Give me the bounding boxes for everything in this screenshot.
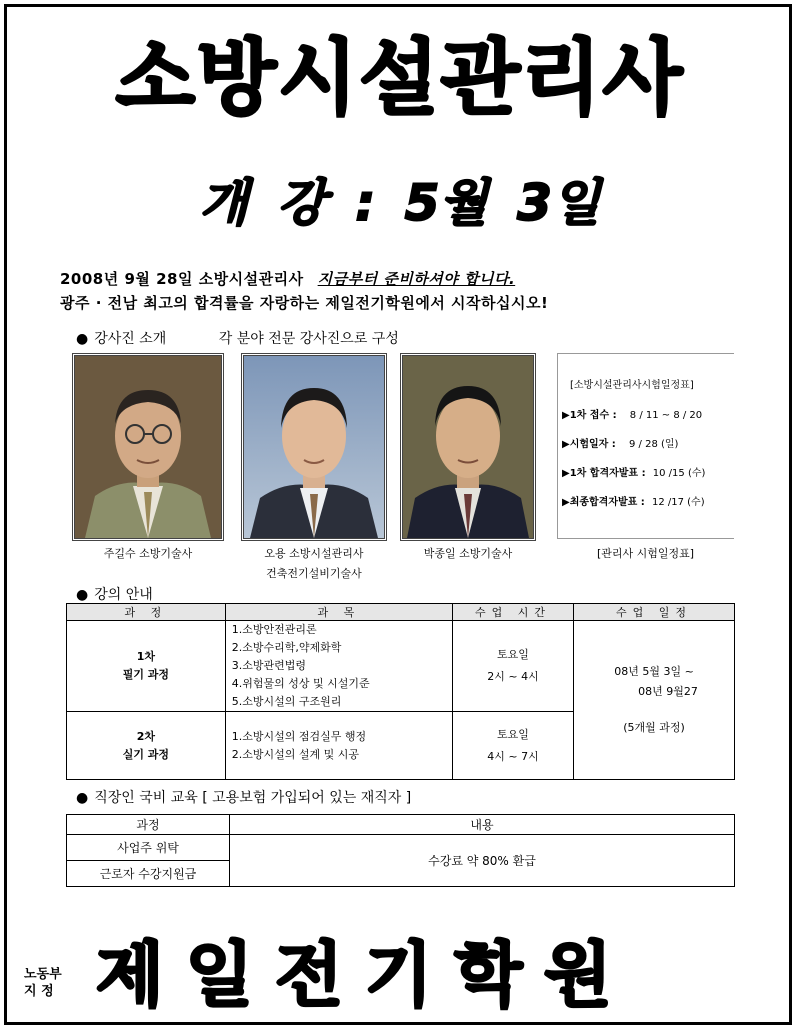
exam-schedule-box xyxy=(557,353,734,539)
col-header-schedule: 수업 일정 xyxy=(574,604,735,621)
intro-line-2: 광주 · 전남 최고의 합격률을 자랑하는 제일전기학원에서 시작하십시오! xyxy=(60,294,549,312)
bullet-icon: ● xyxy=(76,331,89,347)
time-cell: 토요일 2시 ~ 4시 xyxy=(452,621,573,712)
education-heading: 직장인 국비 교육 [ 고용보험 가입되어 있는 재직자 ] xyxy=(94,790,412,806)
instructor-caption-2b: 건축전기설비기술사 xyxy=(266,567,362,580)
schedule-row: ▶1차 접수 : 8 / 11 ~ 8 / 20 xyxy=(562,410,703,421)
table-row xyxy=(67,835,735,861)
table-row xyxy=(67,621,735,712)
col-header-time: 수업 시간 xyxy=(452,604,573,621)
schedule-row: ▶시험일자 : 9 / 28 (일) xyxy=(562,439,679,450)
intro-line-1 xyxy=(60,268,515,289)
lecture-table xyxy=(66,603,735,780)
col-header-subject: 과 목 xyxy=(225,604,452,621)
intro-emphasis: 지금부터 준비하셔야 합니다. xyxy=(317,270,516,288)
instructor-photo-2 xyxy=(241,353,387,541)
content-cell: 수강료 약 80% 환급 xyxy=(230,835,735,887)
schedule-row: ▶1차 합격자발표 : 10 /15 (수) xyxy=(562,468,706,479)
col-header-course: 과정 xyxy=(67,815,230,835)
education-section xyxy=(76,787,411,807)
academy-name: 제일전기학원 xyxy=(96,934,634,1016)
instructor-photo-3 xyxy=(400,353,536,541)
page-title: 소방시설관리사 xyxy=(115,31,685,126)
lecture-section xyxy=(76,584,153,604)
lecture-heading: 강의 안내 xyxy=(94,587,153,603)
instructors-heading: 강사진 소개 xyxy=(94,331,167,347)
instructor-caption-2: 오용 소방시설관리사 xyxy=(264,547,364,560)
course-cell: 1차 필기 과정 xyxy=(67,621,226,712)
schedule-heading: [소방시설관리사시험일정표] xyxy=(570,380,694,391)
col-header-course: 과 정 xyxy=(67,604,226,621)
designation-stamp: 노동부 지 정 xyxy=(24,967,62,999)
instructors-section xyxy=(76,328,399,348)
period-cell: 08년 5월 3일 ~ 08년 9월27 (5개월 과정) xyxy=(574,621,735,780)
schedule-caption: [관리사 시험일정표] xyxy=(596,547,695,560)
schedule-row: ▶최종합격자발표 : 12 /17 (수) xyxy=(562,497,705,508)
table-header-row xyxy=(67,815,735,835)
instructor-photo-1 xyxy=(72,353,224,541)
education-table xyxy=(66,814,735,887)
opening-date: 개 강 : 5월 3일 xyxy=(199,174,601,232)
bullet-icon: ● xyxy=(76,587,89,603)
course-cell: 사업주 위탁 xyxy=(67,835,230,861)
instructor-caption-3: 박종일 소방기술사 xyxy=(423,547,513,560)
instructors-note: 각 분야 전문 강사진으로 구성 xyxy=(218,331,399,347)
instructor-caption-1: 주길수 소방기술사 xyxy=(103,547,193,560)
course-cell: 2차 실기 과정 xyxy=(67,712,226,780)
time-cell: 토요일 4시 ~ 7시 xyxy=(452,712,573,780)
intro-exam-date: 2008년 9월 28일 소방시설관리사 xyxy=(60,270,304,288)
subjects-cell: 1.소방안전관리론 2.소방수리학,약제화학 3.소방관련법령 4.위험물의 성상 및 시설기준 5.소방시설의 구조원리 xyxy=(225,621,452,712)
course-cell: 근로자 수강지원금 xyxy=(67,861,230,887)
bullet-icon: ● xyxy=(76,790,89,806)
table-header-row xyxy=(67,604,735,621)
subjects-cell: 1.소방시설의 점검실무 행정 2.소방시설의 설계 및 시공 xyxy=(225,712,452,780)
col-header-content: 내용 xyxy=(230,815,735,835)
